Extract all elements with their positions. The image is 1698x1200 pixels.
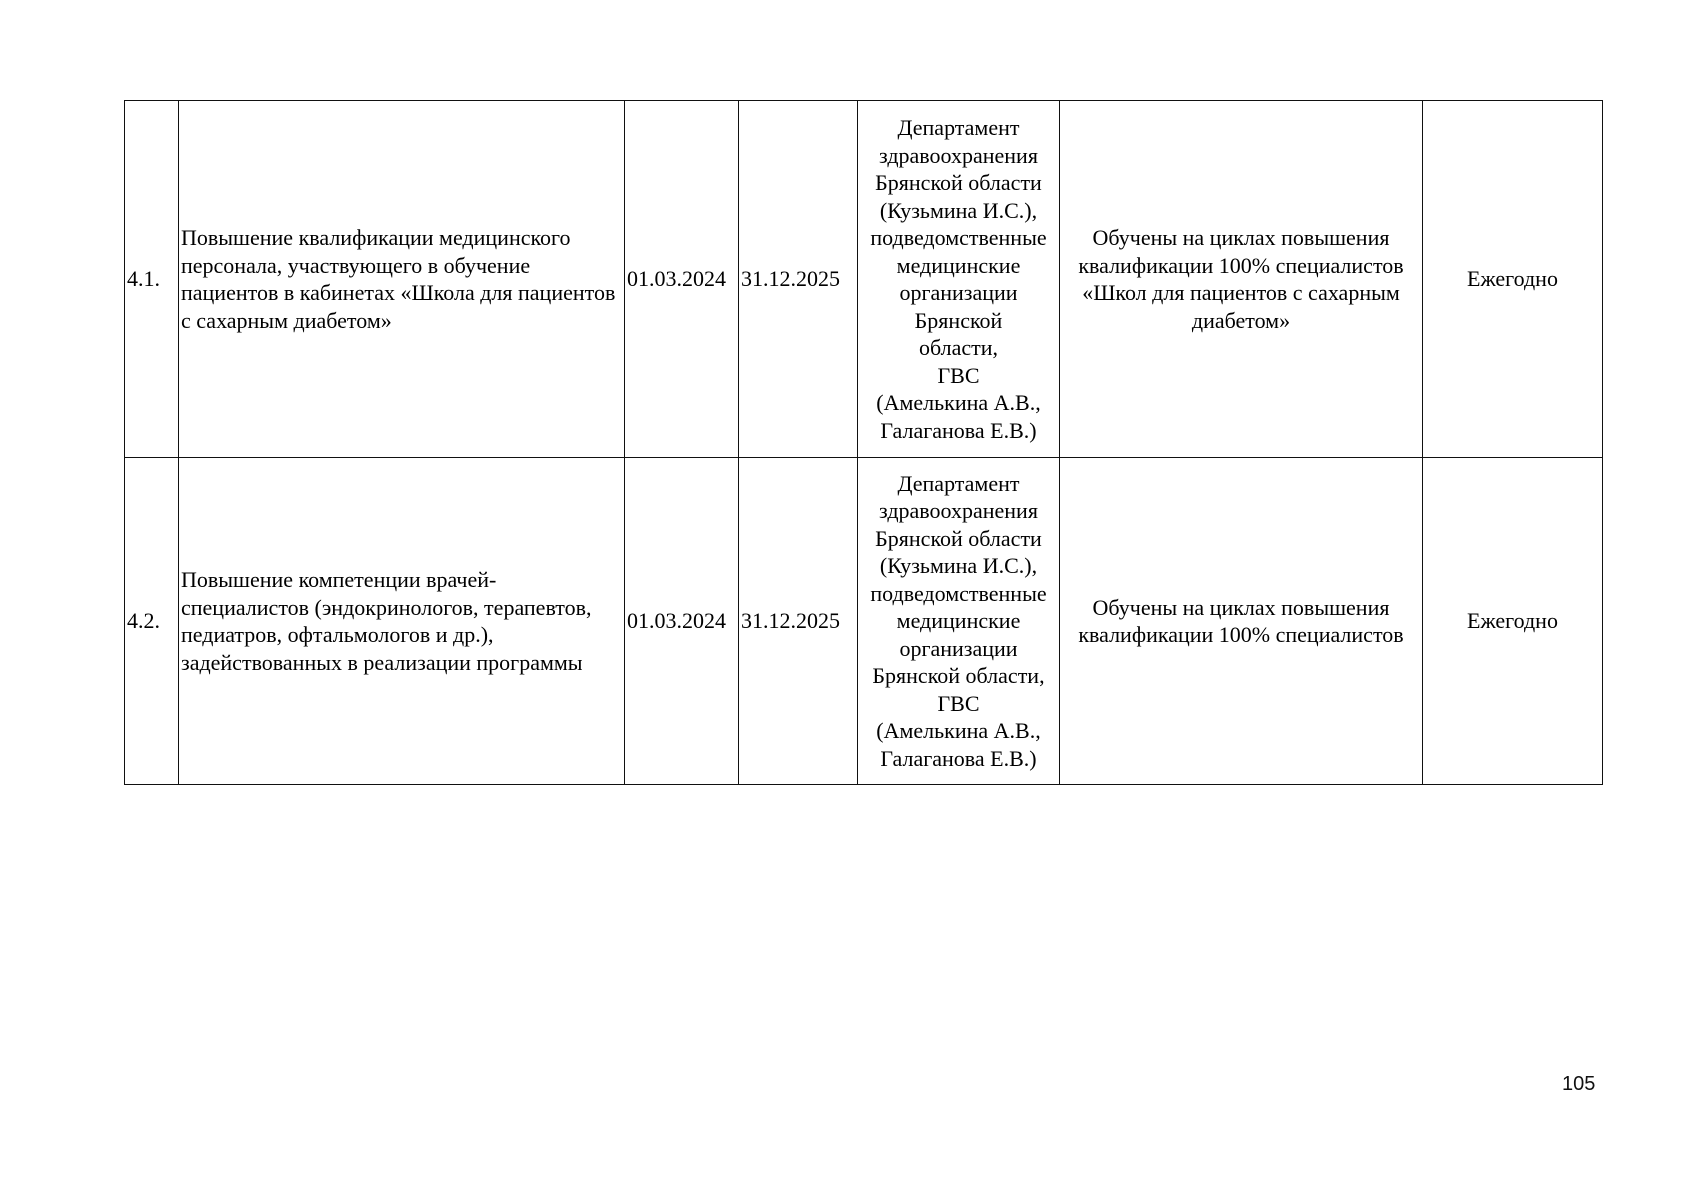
item-number: 4.2. <box>125 458 179 785</box>
start-date: 01.03.2024 <box>625 458 739 785</box>
activity-name: Повышение компетенции врачей-специалистов (эндокринологов, терапевтов, педиатров, офтальмологов и др.), задействованных в реализации программы <box>179 458 625 785</box>
plan-table <box>124 100 1603 785</box>
expected-result: Обучены на циклах повышения квалификации 100% специалистов «Школ для пациентов с сахарным диабетом» <box>1060 101 1423 458</box>
responsible-parties: Департамент здравоохранения Брянской области (Кузьмина И.С.), подведомственные медицинские организации Брянской области, ГВС (Амелькина А.В., Галаганова Е.В.) <box>858 101 1060 458</box>
table-row <box>125 458 1603 785</box>
table-row <box>125 101 1603 458</box>
activity-name: Повышение квалификации медицинского персонала, участвующего в обучение пациентов в кабинетах «Школа для пациентов с сахарным диабетом» <box>179 101 625 458</box>
frequency: Ежегодно <box>1423 101 1603 458</box>
page-number: 105 <box>1562 1073 1596 1095</box>
start-date: 01.03.2024 <box>625 101 739 458</box>
end-date: 31.12.2025 <box>739 101 858 458</box>
item-number: 4.1. <box>125 101 179 458</box>
expected-result: Обучены на циклах повышения квалификации 100% специалистов <box>1060 458 1423 785</box>
frequency: Ежегодно <box>1423 458 1603 785</box>
end-date: 31.12.2025 <box>739 458 858 785</box>
responsible-parties: Департамент здравоохранения Брянской области (Кузьмина И.С.), подведомственные медицинские организации Брянской области, ГВС (Амелькина А.В., Галаганова Е.В.) <box>858 458 1060 785</box>
